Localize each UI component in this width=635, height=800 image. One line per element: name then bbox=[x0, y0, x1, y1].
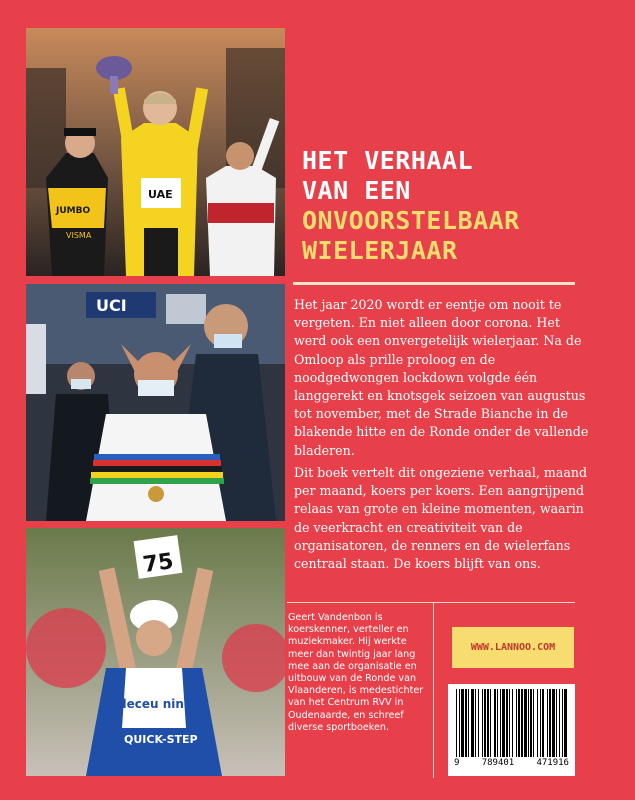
vertical-divider bbox=[433, 602, 434, 778]
deceuninck-logo: deceu ninck bbox=[118, 697, 199, 711]
isbn-digits-3: 471916 bbox=[536, 758, 569, 768]
visma-logo: VISMA bbox=[66, 231, 92, 240]
isbn-barcode bbox=[448, 684, 575, 776]
isbn-number bbox=[454, 758, 569, 768]
website-label: WWW.LANNOO.COM bbox=[470, 642, 556, 653]
barcode-bars bbox=[454, 689, 569, 757]
title-divider bbox=[293, 282, 575, 285]
website-link[interactable] bbox=[452, 627, 574, 668]
race-number: 75 bbox=[141, 549, 176, 579]
title-line-1: HET VERHAAL bbox=[302, 146, 474, 175]
world-champion-photo bbox=[26, 284, 285, 521]
author-bio: Geert Vandenbon is koerskenner, verteller en muziekmaker. Hij werkte meer dan twintig jaar lang mee aan de organisatie en uitbouw van de Ronde van Vlaanderen, is medestichter van het Centrum RVV in Oudenaarde, en schreef diverse sportboeken. bbox=[288, 612, 424, 733]
title-line-4: WIELERJAAR bbox=[302, 236, 458, 265]
quickstep-logo: QUICK-STEP bbox=[124, 733, 198, 746]
podium-photo bbox=[26, 28, 285, 276]
uae-logo: UAE bbox=[148, 188, 173, 201]
book-title bbox=[302, 146, 602, 266]
race-number-photo bbox=[26, 528, 285, 776]
isbn-digit-1: 9 bbox=[454, 758, 460, 768]
blurb-paragraph-1: Het jaar 2020 wordt er eentje om nooit te vergeten. En niet alleen door corona. Het werd ook een onvergetelijk wielerjaar. Na de Omloop als prille proloog en de noodgedwongen lockdown volgde één langgerekt en knotsgek seizoen van augustus tot november, met de Strade Bianche in de blakende hitte en de Ronde onder de vallende bladeren. bbox=[294, 297, 589, 458]
blurb-paragraph-2: Dit boek vertelt dit ongeziene verhaal, maand per maand, koers per koers. Een aangrijpend relaas van grote en kleine momenten, waarin de veerkracht en creativiteit van de organisatoren, de renners en de wielerfans centraal staan. De koers blijft van ons. bbox=[294, 465, 588, 572]
isbn-digits-2: 789401 bbox=[481, 758, 515, 768]
bottom-divider bbox=[287, 602, 575, 603]
uci-logo: UCI bbox=[96, 296, 127, 315]
title-line-3: ONVOORSTELBAAR bbox=[302, 206, 520, 235]
title-line-2: VAN EEN bbox=[302, 176, 411, 205]
jumbo-logo: JUMBO bbox=[56, 206, 91, 216]
